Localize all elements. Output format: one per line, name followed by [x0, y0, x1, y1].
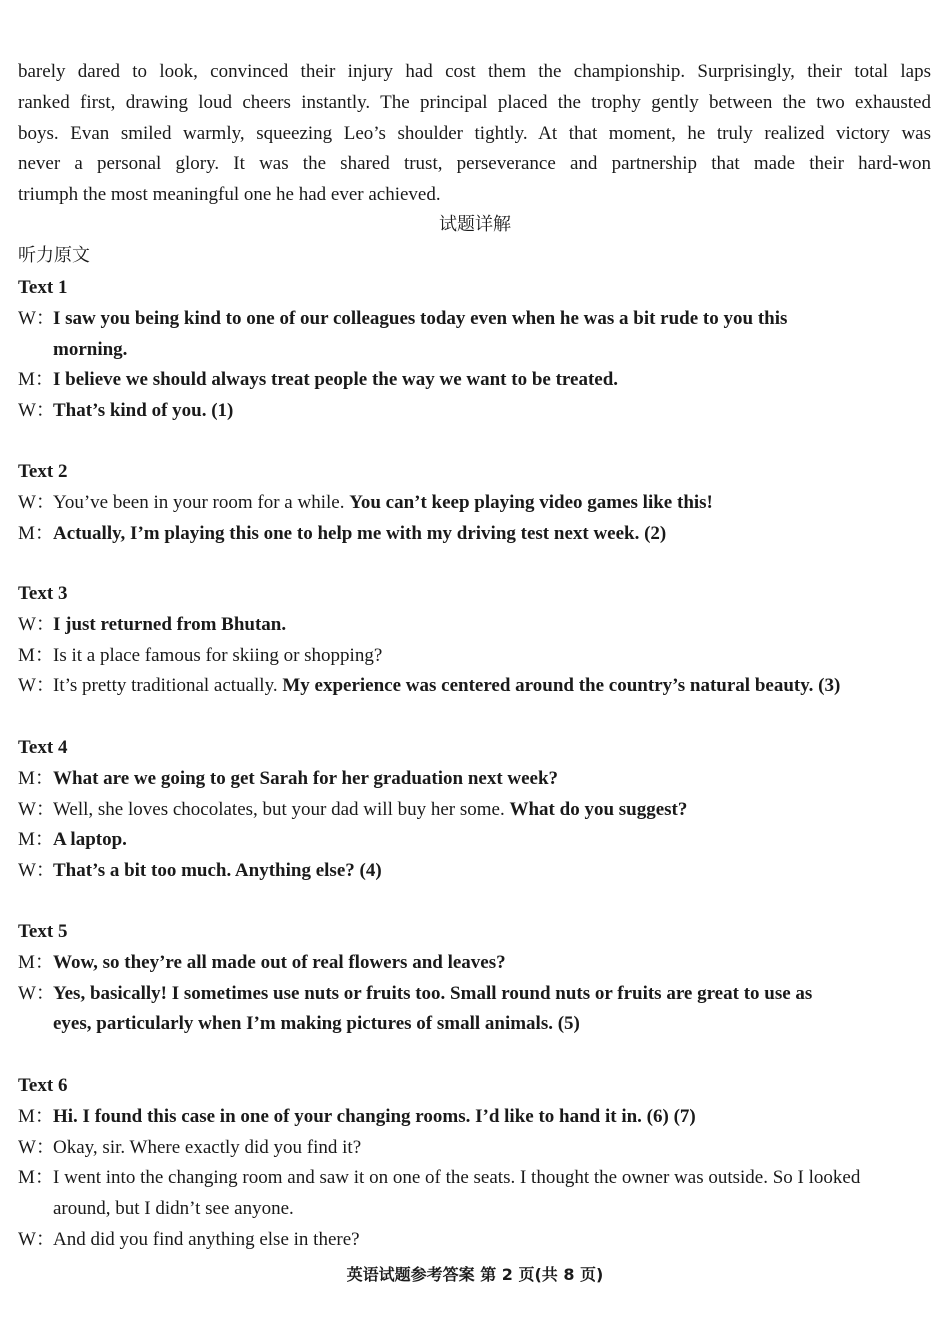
dialogue-line [18, 304, 931, 366]
story-ending-paragraph [18, 57, 931, 211]
story-line: boys. Evan smiled warmly, squeezing Leo’s shoulder tightly. At that moment, he truly realized victory was [18, 122, 931, 144]
speaker-label: M： [18, 829, 54, 851]
dialogue-key-text: You can’t keep playing video games like this! [349, 491, 713, 513]
story-line: ranked first, drawing loud cheers instantly. The principal placed the trophy gently between the two exhausted [18, 91, 931, 113]
dialogue-continuation: eyes, particularly when I’m making pictures of small animals. (5) [53, 1013, 580, 1035]
dialogue-plain-text: Well, she loves chocolates, but your dad will buy her some. [53, 798, 510, 820]
dialogue-plain-text: Is it a place famous for skiing or shopping? [53, 644, 383, 666]
transcript-heading: Text 6 [18, 1075, 68, 1096]
dialogue-key-text: A laptop. [53, 829, 127, 851]
speaker-label: W： [18, 1228, 55, 1250]
page-footer: 英语试题参考答案 第 2 页(共 8 页) [346, 1265, 604, 1284]
dialogue-line [18, 1163, 931, 1225]
speaker-label: W： [18, 798, 55, 820]
dialogue-line [18, 365, 931, 396]
dialogue-line [18, 948, 931, 979]
speaker-label: M： [18, 522, 54, 544]
dialogue-line [18, 764, 931, 795]
transcript-text-5 [18, 917, 931, 1040]
dialogue-line [18, 488, 931, 519]
dialogue-key-text: Actually, I’m playing this one to help me with my driving test next week. (2) [53, 522, 667, 544]
dialogue-line [18, 1102, 931, 1133]
dialogue-plain-text: You’ve been in your room for a while. [53, 491, 350, 513]
speaker-label: W： [18, 400, 55, 422]
dialogue-continuation: morning. [53, 338, 128, 360]
dialogue-line [18, 641, 931, 672]
transcript-text-1 [18, 273, 931, 427]
dialogue-key-text: What do you suggest? [509, 798, 688, 820]
dialogue-key-text: What are we going to get Sarah for her graduation next week? [53, 767, 559, 789]
story-line: never a personal glory. It was the shared trust, perseverance and partnership that made their hard-won [18, 153, 931, 175]
dialogue-line [18, 519, 931, 550]
dialogue-line [18, 610, 931, 641]
speaker-label: W： [18, 613, 55, 635]
dialogue-key-text: My experience was centered around the country’s natural beauty. (3) [282, 675, 841, 697]
dialogue-key-text: That’s kind of you. (1) [53, 400, 234, 422]
speaker-label: W： [18, 675, 55, 697]
dialogue-plain-text: Okay, sir. Where exactly did you find it? [53, 1136, 362, 1158]
story-line: barely dared to look, convinced their injury had cost them the championship. Surprisingly, their total laps [18, 61, 931, 82]
transcript-heading: Text 4 [18, 737, 68, 758]
dialogue-key-text: Yes, basically! I sometimes use nuts or fruits too. Small round nuts or fruits are great to use as [53, 982, 813, 1004]
speaker-label: M： [18, 644, 54, 666]
speaker-label: W： [18, 982, 55, 1004]
dialogue-line [18, 671, 931, 702]
transcript-heading: Text 2 [18, 461, 68, 482]
dialogue-plain-text: And did you find anything else in there? [53, 1228, 360, 1250]
speaker-label: M： [18, 767, 54, 789]
dialogue-line [18, 795, 931, 826]
dialogue-line [18, 856, 931, 887]
dialogue-plain-text: It’s pretty traditional actually. [53, 675, 283, 697]
dialogue-line [18, 825, 931, 856]
speaker-label: M： [18, 1167, 54, 1189]
story-line: triumph the most meaningful one he had ever achieved. [18, 184, 441, 206]
dialogue-key-text: That’s a bit too much. Anything else? (4) [53, 860, 382, 882]
dialogue-line [18, 1225, 931, 1256]
transcript-heading: Text 1 [18, 277, 68, 298]
transcript-text-2 [18, 457, 931, 549]
dialogue-key-text: Wow, so they’re all made out of real flowers and leaves? [53, 951, 506, 973]
dialogue-line [18, 396, 931, 427]
dialogue-key-text: I saw you being kind to one of our colleagues today even when he was a bit rude to you this [53, 307, 788, 329]
speaker-label: W： [18, 860, 55, 882]
speaker-label: W： [18, 491, 55, 513]
dialogue-key-text: I just returned from Bhutan. [53, 613, 287, 635]
speaker-label: M： [18, 1105, 54, 1127]
section-title: 试题详解 [439, 214, 511, 235]
dialogue-key-text: I believe we should always treat people the way we want to be treated. [53, 369, 619, 391]
transcript-text-3 [18, 579, 931, 702]
transcript-text-6 [18, 1071, 931, 1256]
speaker-label: W： [18, 1136, 55, 1158]
speaker-label: M： [18, 951, 54, 973]
transcript-heading: Text 3 [18, 583, 68, 604]
transcript-text-4 [18, 733, 931, 887]
dialogue-plain-text: I went into the changing room and saw it on one of the seats. I thought the owner was outside. So I looked [53, 1167, 861, 1189]
dialogue-line [18, 1133, 931, 1164]
dialogue-key-text: Hi. I found this case in one of your changing rooms. I’d like to hand it in. (6) (7) [53, 1105, 696, 1127]
speaker-label: W： [18, 307, 55, 329]
transcript-heading: Text 5 [18, 921, 68, 942]
speaker-label: M： [18, 369, 54, 391]
dialogue-line [18, 979, 931, 1041]
dialogue-continuation: around, but I didn’t see anyone. [53, 1198, 294, 1220]
listening-transcript-title: 听力原文 [18, 245, 90, 266]
